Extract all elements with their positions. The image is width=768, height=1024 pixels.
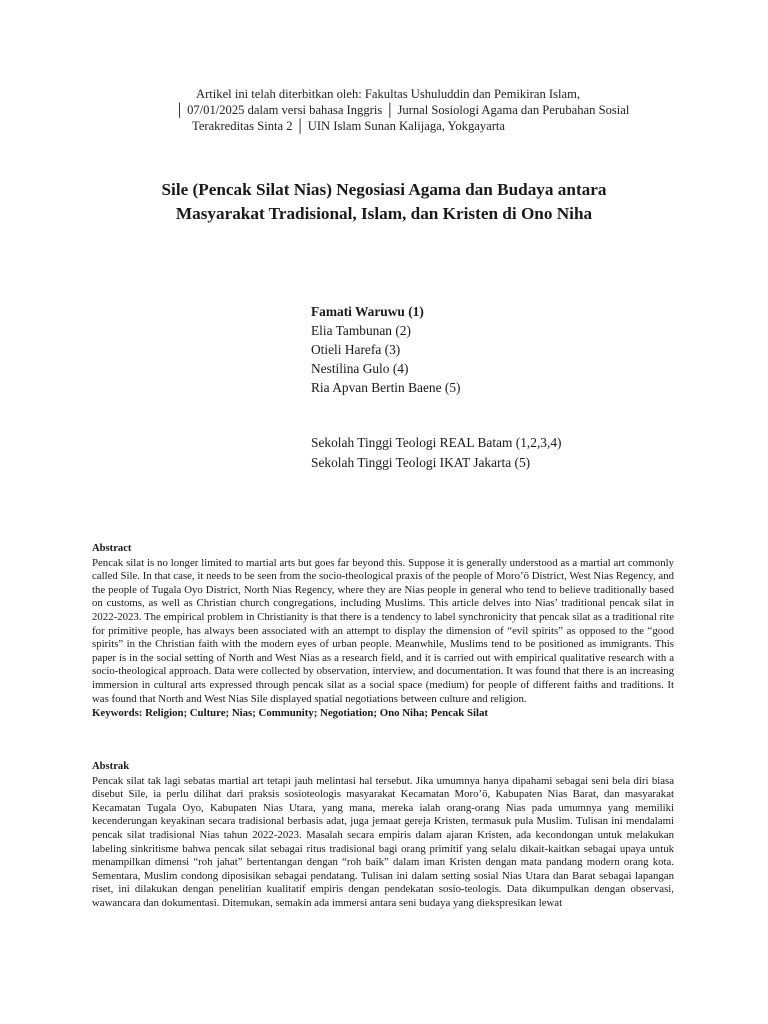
- abstract-english: [92, 542, 674, 721]
- author-name: Ria Apvan Bertin Baene (5): [311, 380, 461, 395]
- publication-header: [175, 86, 698, 134]
- abstract-heading: Abstract: [92, 543, 132, 554]
- keywords: Keywords: Religion; Culture; Nias; Community; Negotiation; Ono Niha; Pencak Silat: [92, 707, 488, 720]
- author-name: Famati Waruwu (1): [311, 304, 424, 319]
- author-name: Elia Tambunan (2): [311, 323, 411, 338]
- abstrak-body: Pencak silat tak lagi sebatas martial art tetapi jauh melintasi hal tersebut. Jika umumnya hanya dipahami sebagai seni bela diri biasa disebut Sile, ia perlu dilihat dari praksis sosioteologis masyarakat Kecamatan Moro’ö, Kabupaten Nias Barat, dan masyarakat Kecamatan Tugala Oyo, Kabupaten Nias Utara, yang mana, mereka ialah orang-orang Nias pada umumnya yang memiliki kecenderungan keyakinan secara tradisional berbasis adat, juga jemaat gereja Kristen, termasuk pula Muslim. Tulisan ini mendalami pencak silat tradisional Nias tahun 2022-2023. Masalah secara empiris dalam ajaran Kristen, ada kecondongan untuk melakukan labeling sinkritisme bahwa pencak silat sebagai ritus tradisional bagi orang primitif yang selalu dikait-kaitkan sebagai upaya untuk menampilkan dimensi “roh jahat” bertentangan dengan “roh baik” dalam iman Kristen dengan mata pandang modern orang kota. Sementara, Muslim condong diposisikan sebagai pendatang. Tulisan ini dalam setting sosial Nias Utara dan Barat sebagai lapangan riset, ini dilakukan dengan penelitian kualitatif empiris dengan pendekatan sosio-teologis. Data dikumpulkan dengan observasi, wawancara dan dokumentasi. Ditemukan, semakin ada immersi antara seni budaya yang diekspresikan lewat: [92, 774, 674, 909]
- affiliation-list: [311, 433, 562, 473]
- affiliation: Sekolah Tinggi Teologi REAL Batam (1,2,3,4): [311, 435, 562, 450]
- author-name: Otieli Harefa (3): [311, 342, 401, 357]
- abstract-body: Pencak silat is no longer limited to martial arts but goes far beyond this. Suppose it is generally understood as a martial art commonly called Sile. In that case, it needs to be seen from the socio-theological praxis of the people of Moro’ö District, West Nias Regency, and the people of Tugala Oyo District, North Nias Regency, where they are Nias people in general who tend to believe traditionally based on customs, as well as Christian church congregations, including Muslims. This article delves into Nias’ traditional pencak silat in 2022-2023. The empirical problem in Christianity is that there is a tendency to label synchronicity that pencak silat as a traditional rite for primitive people, has always been associated with an attempt to display the dimension of “evil spirits” as opposed to the “good spirits” in the Christian faith with the modern eyes of urban people. Meanwhile, Muslims tend to be positioned as immigrants. This paper is in the social setting of North and West Nias as a research field, and it is carried out with empirical qualitative research with a socio-theological approach. Data were collected by observation, interview, and documentation. It was found that there is an increasing immersion in cultural arts expressed through pencak silat as a social space (medium) for people of different faiths and traditions. It was found that North and West Nias Sile displayed spatial negotiations between culture and religion.: [92, 556, 674, 705]
- header-line-3: Terakreditas Sinta 2 │ UIN Islam Sunan Kalijaga, Yokgayarta: [192, 119, 506, 133]
- abstract-indonesian: [92, 760, 674, 911]
- affiliation: Sekolah Tinggi Teologi IKAT Jakarta (5): [311, 455, 531, 470]
- header-line-2: │ 07/01/2025 dalam versi bahasa Inggris │ Jurnal Sosiologi Agama dan Perubahan Sosial: [175, 103, 630, 117]
- title-line-2: Masyarakat Tradisional, Islam, dan Kristen di Ono Niha: [175, 204, 593, 223]
- author-name: Nestilina Gulo (4): [311, 361, 409, 376]
- header-line-1: Artikel ini telah diterbitkan oleh: Fakultas Ushuluddin dan Pemikiran Islam,: [196, 87, 581, 101]
- paper-title: [90, 178, 678, 226]
- author-list: [311, 302, 461, 397]
- abstrak-heading: Abstrak: [92, 761, 130, 772]
- title-line-1: Sile (Pencak Silat Nias) Negosiasi Agama dan Budaya antara: [161, 180, 607, 199]
